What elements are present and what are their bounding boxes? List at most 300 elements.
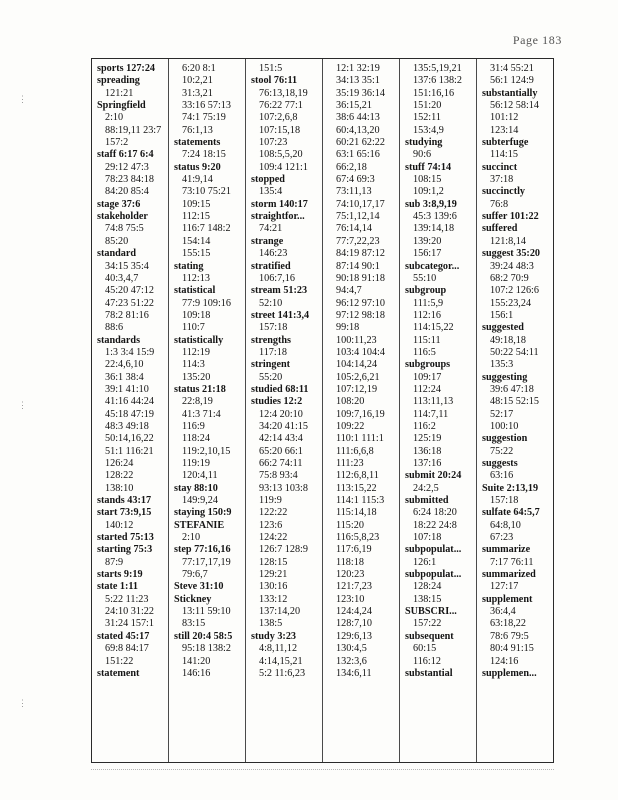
- index-term: supplement: [482, 593, 533, 605]
- index-reference: 13:11 59:10: [182, 606, 231, 618]
- index-reference: 108:5,5,20: [259, 149, 303, 161]
- index-reference: 108:20: [336, 396, 365, 408]
- index-reference: 116:5: [413, 346, 436, 358]
- index-reference: 134:6,11: [336, 667, 372, 679]
- index-table: [91, 58, 554, 763]
- index-reference: 151:20: [413, 100, 442, 112]
- index-reference: 77:7,22,23: [336, 235, 380, 247]
- index-reference: 111:23: [336, 458, 364, 469]
- index-reference: 36:1 38:4: [105, 371, 144, 383]
- index-reference: 149:9,24: [182, 495, 218, 507]
- index-reference: 22:8,19: [182, 396, 213, 408]
- index-column: [92, 59, 168, 762]
- index-reference: 39:24 48:3: [490, 260, 534, 272]
- index-reference: 112:16: [413, 309, 441, 321]
- index-reference: 7:24 18:15: [182, 149, 226, 161]
- index-reference: 67:4 69:3: [336, 174, 375, 186]
- index-term: studying: [405, 137, 443, 149]
- index-reference: 35:19 36:14: [336, 87, 385, 99]
- index-term: still 20:4 58:5: [174, 630, 233, 642]
- index-reference: 128:7,10: [336, 618, 372, 630]
- index-reference: 138:10: [105, 482, 134, 494]
- index-reference: 107:15,18: [259, 124, 301, 136]
- index-reference: 112:19: [182, 346, 210, 358]
- index-reference: 139:20: [413, 235, 442, 247]
- index-reference: 119:19: [182, 458, 210, 469]
- index-reference: 97:12 98:18: [336, 309, 385, 321]
- index-term: standards: [97, 334, 141, 346]
- binding-mark: ⋮: [18, 400, 27, 410]
- index-reference: 87:9: [105, 556, 124, 568]
- index-reference: 133:12: [259, 593, 288, 605]
- index-term: stuff 74:14: [405, 161, 452, 173]
- index-term: sulfate 64:5,7: [482, 507, 540, 519]
- index-reference: 118:18: [336, 556, 364, 568]
- index-reference: 132:3,6: [336, 655, 367, 667]
- index-reference: 39:1 41:10: [105, 383, 149, 395]
- index-reference: 127:17: [490, 581, 519, 593]
- index-reference: 157:18: [490, 495, 519, 507]
- index-term: studies 12:2: [251, 396, 303, 408]
- index-term: strange: [251, 235, 284, 247]
- index-term: staff 6:17 6:4: [97, 149, 154, 161]
- index-reference: 109:7,16,19: [336, 408, 385, 420]
- index-term: spreading: [97, 75, 140, 87]
- index-term: suffered: [482, 223, 518, 235]
- index-reference: 113:11,13: [413, 396, 454, 408]
- index-reference: 112:6,8,11: [336, 470, 379, 482]
- index-term: Suite 2:13,19: [482, 482, 539, 494]
- index-term: subgroup: [405, 285, 447, 297]
- index-reference: 49:18,18: [490, 334, 526, 346]
- index-reference: 155:23,24: [490, 297, 532, 309]
- index-reference: 90:6: [413, 149, 432, 161]
- index-reference: 103:4 104:4: [336, 346, 385, 358]
- index-reference: 119:9: [259, 495, 282, 507]
- index-term: stay 88:10: [174, 482, 218, 494]
- index-reference: 56:12 58:14: [490, 100, 539, 112]
- index-reference: 2:10: [105, 112, 124, 124]
- index-term: subgroups: [405, 359, 451, 371]
- index-reference: 112:24: [413, 383, 441, 395]
- index-term: strengths: [251, 334, 291, 346]
- index-reference: 100:11,23: [336, 334, 377, 346]
- index-reference: 76:14,14: [336, 223, 372, 235]
- index-reference: 66:2 74:11: [259, 458, 303, 469]
- index-reference: 34:13 35:1: [336, 75, 380, 87]
- index-reference: 1:3 3:4 15:9: [105, 346, 155, 358]
- index-reference: 109:15: [182, 198, 211, 210]
- index-reference: 125:19: [413, 433, 442, 445]
- index-term: succinct: [482, 161, 518, 173]
- index-reference: 138:5: [259, 618, 283, 630]
- index-reference: 126:24: [105, 458, 134, 469]
- index-reference: 78:6 79:5: [490, 630, 529, 642]
- index-reference: 42:14 43:4: [259, 433, 303, 445]
- page-number: Page 183: [512, 33, 562, 47]
- index-reference: 120:23: [336, 569, 365, 581]
- index-reference: 52:10: [259, 297, 283, 309]
- index-term: summarized: [482, 569, 536, 581]
- index-reference: 37:18: [490, 174, 514, 186]
- index-reference: 157:18: [259, 322, 288, 334]
- index-reference: 76:8: [490, 198, 509, 210]
- index-reference: 51:1 116:21: [105, 445, 154, 457]
- index-reference: 41:9,14: [182, 174, 213, 186]
- index-reference: 140:12: [105, 519, 134, 531]
- index-reference: 129:21: [259, 569, 288, 581]
- index-reference: 119:2,10,15: [182, 445, 231, 457]
- index-reference: 126:1: [413, 556, 437, 568]
- index-reference: 60:15: [413, 643, 437, 655]
- index-reference: 111:5,9: [413, 297, 444, 309]
- index-reference: 74:8 75:5: [105, 223, 144, 235]
- index-reference: 93:13 103:8: [259, 482, 308, 494]
- index-reference: 74:10,17,17: [336, 198, 385, 210]
- index-reference: 6:20 8:1: [182, 63, 216, 74]
- index-term: status 21:18: [174, 383, 226, 395]
- index-term: supplemen...: [482, 667, 537, 679]
- index-reference: 36:15,21: [336, 100, 372, 112]
- index-reference: 138:15: [413, 593, 442, 605]
- index-term: succinctly: [482, 186, 526, 198]
- index-reference: 75:8 93:4: [259, 470, 298, 482]
- index-reference: 113:15,22: [336, 482, 377, 494]
- index-reference: 73:11,13: [336, 186, 372, 198]
- index-term: SUBSCRI...: [405, 606, 457, 618]
- index-reference: 67:23: [490, 532, 514, 544]
- index-reference: 96:12 97:10: [336, 297, 385, 309]
- index-reference: 48:3 49:18: [105, 420, 149, 432]
- index-reference: 116:12: [413, 655, 441, 667]
- index-reference: 106:7,16: [259, 272, 295, 284]
- index-term: sub 3:8,9,19: [405, 198, 457, 210]
- index-reference: 130:4,5: [336, 643, 367, 655]
- index-term: Springfield: [97, 100, 146, 112]
- index-reference: 136:18: [413, 445, 442, 457]
- index-reference: 12:4 20:10: [259, 408, 303, 420]
- index-reference: 63:1 65:16: [336, 149, 380, 161]
- index-term: stopped: [251, 174, 285, 186]
- index-reference: 135:4: [259, 186, 283, 198]
- index-reference: 45:18 47:19: [105, 408, 154, 420]
- index-reference: 108:15: [413, 174, 442, 186]
- index-reference: 74:21: [259, 223, 283, 235]
- index-reference: 55:20: [259, 371, 283, 383]
- index-reference: 87:14 90:1: [336, 260, 380, 272]
- index-reference: 77:17,17,19: [182, 556, 231, 568]
- index-reference: 88:19,11 23:7: [105, 124, 162, 136]
- index-reference: 34:20 41:15: [259, 420, 308, 432]
- index-term: staying 150:9: [174, 507, 232, 519]
- index-reference: 146:16: [182, 667, 211, 679]
- index-reference: 68:2 70:9: [490, 272, 529, 284]
- index-reference: 55:10: [413, 272, 437, 284]
- index-reference: 124:22: [259, 532, 288, 544]
- index-reference: 95:18 138:2: [182, 643, 231, 655]
- index-reference: 84:20 85:4: [105, 186, 149, 198]
- index-reference: 116:2: [413, 420, 436, 432]
- index-term: stated 45:17: [97, 630, 150, 642]
- index-reference: 80:4 91:15: [490, 643, 534, 655]
- index-term: substantially: [482, 87, 538, 99]
- index-reference: 78:23 84:18: [105, 174, 154, 186]
- index-term: Stickney: [174, 593, 212, 605]
- index-reference: 45:20 47:12: [105, 285, 154, 297]
- index-reference: 69:8 84:17: [105, 643, 149, 655]
- index-reference: 31:4 55:21: [490, 63, 534, 74]
- index-reference: 110:7: [182, 322, 205, 334]
- index-reference: 157:2: [105, 137, 129, 149]
- index-reference: 75:22: [490, 445, 514, 457]
- index-reference: 153:4,9: [413, 124, 444, 136]
- index-reference: 123:14: [490, 124, 519, 136]
- index-reference: 156:17: [413, 248, 442, 260]
- index-reference: 5:2 11:6,23: [259, 667, 306, 679]
- index-term: suggesting: [482, 371, 528, 383]
- index-term: start 73:9,15: [97, 507, 152, 519]
- index-reference: 78:2 81:16: [105, 309, 149, 321]
- index-reference: 7:17 76:11: [490, 556, 534, 568]
- index-term: straightfor...: [251, 211, 305, 223]
- index-term: stool 76:11: [251, 75, 298, 87]
- index-term: starting 75:3: [97, 544, 153, 556]
- index-reference: 41:3 71:4: [182, 408, 221, 420]
- index-term: statement: [97, 667, 140, 679]
- index-reference: 151:16,16: [413, 87, 455, 99]
- index-reference: 90:18 91:18: [336, 272, 385, 284]
- index-term: stratified: [251, 260, 291, 272]
- index-column: [245, 59, 322, 762]
- index-reference: 137:14,20: [259, 606, 301, 618]
- index-reference: 85:20: [105, 235, 129, 247]
- index-reference: 109:1,2: [413, 186, 444, 198]
- index-reference: 117:18: [259, 346, 287, 358]
- index-reference: 100:10: [490, 420, 519, 432]
- index-reference: 101:12: [490, 112, 519, 124]
- index-reference: 5:22 11:23: [105, 593, 149, 605]
- index-term: Steve 31:10: [174, 581, 224, 593]
- index-reference: 109:22: [336, 420, 365, 432]
- index-term: stringent: [251, 359, 291, 371]
- index-term: submit 20:24: [405, 470, 462, 482]
- index-reference: 64:8,10: [490, 519, 521, 531]
- index-reference: 75:1,12,14: [336, 211, 380, 223]
- index-reference: 31:3,21: [182, 87, 213, 99]
- index-term: stands 43:17: [97, 495, 152, 507]
- index-reference: 115:20: [336, 519, 364, 531]
- index-term: suggest 35:20: [482, 248, 541, 260]
- index-reference: 130:16: [259, 581, 288, 593]
- index-reference: 154:14: [182, 235, 211, 247]
- index-term: stage 37:6: [97, 198, 141, 210]
- index-reference: 107:2 126:6: [490, 285, 539, 297]
- index-reference: 111:6,6,8: [336, 445, 374, 457]
- index-reference: 38:6 44:13: [336, 112, 380, 124]
- index-reference: 116:9: [182, 420, 205, 432]
- index-reference: 128:22: [105, 470, 134, 482]
- index-term: state 1:11: [97, 581, 139, 593]
- index-term: statistical: [174, 285, 216, 297]
- index-term: summarize: [482, 544, 531, 556]
- index-term: suggestion: [482, 433, 528, 445]
- index-reference: 114:7,11: [413, 408, 449, 420]
- index-term: sports 127:24: [97, 63, 156, 74]
- index-term: subcategor...: [405, 260, 460, 272]
- index-reference: 107:2,6,8: [259, 112, 298, 124]
- index-reference: 34:15 35:4: [105, 260, 149, 272]
- index-reference: 2:10: [182, 532, 201, 544]
- index-reference: 41:16 44:24: [105, 396, 154, 408]
- index-reference: 109:17: [413, 371, 442, 383]
- index-reference: 114:1 115:3: [336, 495, 385, 507]
- index-reference: 60:21 62:22: [336, 137, 385, 149]
- index-reference: 36:4,4: [490, 606, 516, 618]
- index-column: [476, 59, 553, 762]
- index-reference: 110:1 111:1: [336, 433, 384, 445]
- index-reference: 4:14,15,21: [259, 655, 303, 667]
- index-reference: 126:7 128:9: [259, 544, 308, 556]
- index-reference: 24:2,5: [413, 482, 439, 494]
- index-reference: 128:24: [413, 581, 442, 593]
- index-reference: 123:10: [336, 593, 365, 605]
- index-reference: 114:3: [182, 359, 205, 371]
- index-reference: 112:15: [182, 211, 210, 223]
- index-reference: 135:20: [182, 371, 211, 383]
- index-reference: 151:5: [259, 63, 283, 74]
- index-reference: 60:4,13,20: [336, 124, 380, 136]
- index-reference: 76:1,13: [182, 124, 213, 136]
- index-term: stakeholder: [97, 211, 148, 223]
- index-reference: 116:7 148:2: [182, 223, 231, 235]
- index-reference: 76:22 77:1: [259, 100, 303, 112]
- index-reference: 29:12 47:3: [105, 161, 149, 173]
- index-term: substantial: [405, 667, 453, 679]
- index-term: status 9:20: [174, 161, 221, 173]
- binding-mark: ⋮: [18, 94, 27, 104]
- index-reference: 73:10 75:21: [182, 186, 231, 198]
- index-reference: 24:10 31:22: [105, 606, 154, 618]
- index-term: stating: [174, 260, 204, 272]
- index-reference: 18:22 24:8: [413, 519, 457, 531]
- index-reference: 115:14,18: [336, 507, 377, 519]
- index-term: subpopulat...: [405, 569, 462, 581]
- index-reference: 116:5,8,23: [336, 532, 380, 544]
- index-term: started 75:13: [97, 532, 154, 544]
- index-term: statistically: [174, 334, 224, 346]
- index-term: stream 51:23: [251, 285, 308, 297]
- index-reference: 99:18: [336, 322, 360, 334]
- index-column: [322, 59, 399, 762]
- index-reference: 120:4,11: [182, 470, 218, 482]
- index-reference: 48:15 52:15: [490, 396, 539, 408]
- index-reference: 109:4 121:1: [259, 161, 308, 173]
- index-reference: 33:16 57:13: [182, 100, 231, 112]
- index-reference: 10:2,21: [182, 75, 213, 87]
- index-term: statements: [174, 137, 221, 149]
- index-reference: 107:12,19: [336, 383, 378, 395]
- index-reference: 104:14,24: [336, 359, 378, 371]
- index-reference: 63:16: [490, 470, 514, 482]
- index-reference: 121:7,23: [336, 581, 372, 593]
- index-reference: 39:6 47:18: [490, 383, 534, 395]
- index-reference: 118:24: [182, 433, 210, 445]
- index-reference: 123:6: [259, 519, 283, 531]
- index-reference: 121:8,14: [490, 235, 526, 247]
- index-reference: 112:13: [182, 272, 210, 284]
- index-reference: 129:6,13: [336, 630, 372, 642]
- index-term: starts 9:19: [97, 569, 143, 581]
- index-term: subterfuge: [482, 137, 529, 149]
- index-reference: 50:14,16,22: [105, 433, 154, 445]
- index-reference: 47:23 51:22: [105, 297, 154, 309]
- index-reference: 22:4,6,10: [105, 359, 144, 371]
- index-reference: 128:15: [259, 556, 288, 568]
- index-term: study 3:23: [251, 630, 297, 642]
- index-reference: 135:3: [490, 359, 514, 371]
- index-reference: 152:11: [413, 112, 441, 124]
- index-reference: 124:16: [490, 655, 519, 667]
- index-reference: 12:1 32:19: [336, 63, 380, 74]
- index-reference: 151:22: [105, 655, 134, 667]
- index-reference: 56:1 124:9: [490, 75, 534, 87]
- binding-mark: ⋮: [18, 698, 27, 708]
- index-reference: 83:15: [182, 618, 206, 630]
- index-reference: 146:23: [259, 248, 288, 260]
- index-reference: 157:22: [413, 618, 442, 630]
- index-term: subpopulat...: [405, 544, 462, 556]
- index-term: suggested: [482, 322, 524, 334]
- index-reference: 135:5,19,21: [413, 63, 462, 74]
- index-term: suffer 101:22: [482, 211, 539, 223]
- index-reference: 52:17: [490, 408, 514, 420]
- index-reference: 121:21: [105, 87, 134, 99]
- index-reference: 4:8,11,12: [259, 643, 298, 655]
- index-term: street 141:3,4: [251, 309, 310, 321]
- index-reference: 114:15,22: [413, 322, 454, 334]
- index-reference: 77:9 109:16: [182, 297, 231, 309]
- index-term: STEFANIE: [174, 519, 225, 531]
- index-reference: 88:6: [105, 322, 124, 334]
- index-reference: 107:23: [259, 137, 288, 149]
- index-reference: 137:16: [413, 458, 442, 469]
- index-reference: 66:2,18: [336, 161, 367, 173]
- index-reference: 107:18: [413, 532, 442, 544]
- index-reference: 94:4,7: [336, 285, 362, 297]
- index-reference: 141:20: [182, 655, 211, 667]
- index-reference: 84:19 87:12: [336, 248, 385, 260]
- index-term: submitted: [405, 495, 449, 507]
- index-reference: 114:15: [490, 149, 518, 161]
- index-term: suggests: [482, 458, 518, 469]
- index-column: [399, 59, 476, 762]
- index-reference: 65:20 66:1: [259, 445, 303, 457]
- index-term: step 77:16,16: [174, 544, 231, 556]
- index-reference: 115:11: [413, 334, 441, 346]
- index-reference: 137:6 138:2: [413, 75, 462, 87]
- index-reference: 74:1 75:19: [182, 112, 226, 124]
- index-column: [168, 59, 245, 762]
- index-reference: 45:3 139:6: [413, 211, 457, 223]
- index-reference: 105:2,6,21: [336, 371, 380, 383]
- index-reference: 79:6,7: [182, 569, 208, 581]
- index-reference: 76:13,18,19: [259, 87, 308, 99]
- index-term: subsequent: [405, 630, 454, 642]
- index-reference: 155:15: [182, 248, 211, 260]
- index-reference: 50:22 54:11: [490, 346, 539, 358]
- index-reference: 40:3,4,7: [105, 272, 139, 284]
- index-reference: 109:18: [182, 309, 211, 321]
